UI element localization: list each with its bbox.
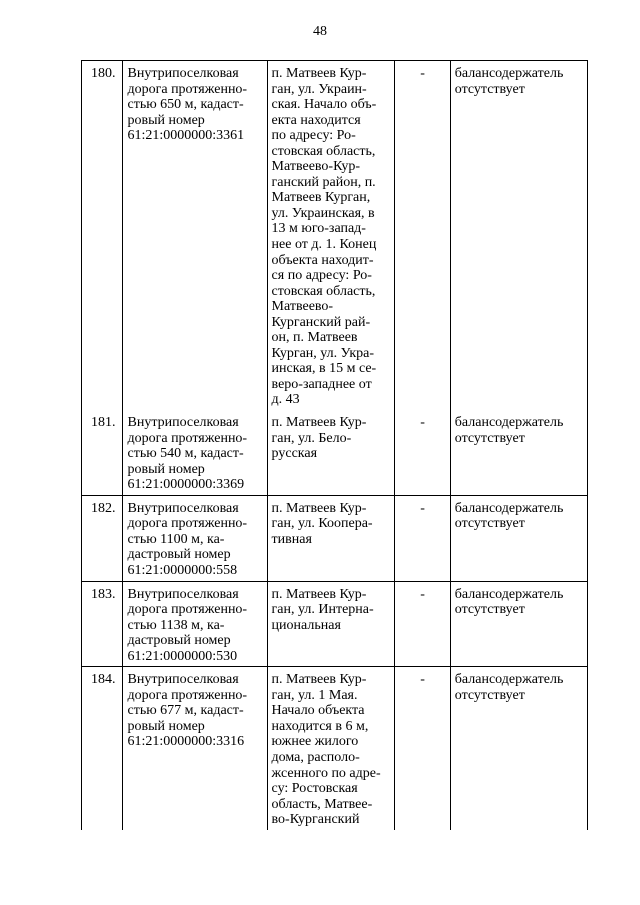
balance-holder: балансодержатель отсутствует xyxy=(450,495,587,581)
object-name: Внутрипоселковая дорога протяженно- стью 650 м, кадаст- ровый номер 61:21:0000000:3361 xyxy=(123,61,267,411)
dash-cell: - xyxy=(395,581,450,667)
row-number: 181. xyxy=(82,410,123,495)
table-row xyxy=(82,61,588,411)
row-number: 182. xyxy=(82,495,123,581)
dash-cell: - xyxy=(395,61,450,411)
object-name: Внутрипоселковая дорога протяженно- стью 677 м, кадаст- ровый номер 61:21:0000000:3316 xyxy=(123,667,267,830)
table-row xyxy=(82,495,588,581)
object-address: п. Матвеев Кур- ган, ул. Украин- ская. Начало объ- екта находится по адресу: Ро- стовская область, Матвеево-Кур- ганский район, п. Матвеев Курган, ул. Украинская, в 13 м юго-запад- нее от д. 1. Конец объекта находит- ся по адресу: Ро- стовская область, Матвеево- Курганский рай- он, п. Матвеев Курган, ул. Укра- инская, в 15 м се- веро-западнее от д. 43 xyxy=(267,61,395,411)
dash-cell: - xyxy=(395,410,450,495)
table-row xyxy=(82,667,588,830)
object-address: п. Матвеев Кур- ган, ул. Коопера- тивная xyxy=(267,495,395,581)
property-table xyxy=(81,60,588,830)
table-row xyxy=(82,581,588,667)
object-address: п. Матвеев Кур- ган, ул. Бело- русская xyxy=(267,410,395,495)
balance-holder: балансодержатель отсутствует xyxy=(450,581,587,667)
object-name: Внутрипоселковая дорога протяженно- стью 1100 м, ка- дастровый номер 61:21:0000000:558 xyxy=(123,495,267,581)
object-address: п. Матвеев Кур- ган, ул. Интерна- циональная xyxy=(267,581,395,667)
object-name: Внутрипоселковая дорога протяженно- стью 540 м, кадаст- ровый номер 61:21:0000000:3369 xyxy=(123,410,267,495)
dash-cell: - xyxy=(395,495,450,581)
balance-holder: балансодержатель отсутствует xyxy=(450,667,587,830)
page-number: 48 xyxy=(313,24,327,39)
dash-cell: - xyxy=(395,667,450,830)
object-address: п. Матвеев Кур- ган, ул. 1 Мая. Начало объекта находится в 6 м, южнее жилого дома, располо- жсенного по адре- су: Ростовская область, Матвее- во-Курганский xyxy=(267,667,395,830)
object-name: Внутрипоселковая дорога протяженно- стью 1138 м, ка- дастровый номер 61:21:0000000:530 xyxy=(123,581,267,667)
balance-holder: балансодержатель отсутствует xyxy=(450,410,587,495)
table-row xyxy=(82,410,588,495)
balance-holder: балансодержатель отсутствует xyxy=(450,61,587,411)
row-number: 183. xyxy=(82,581,123,667)
row-number: 184. xyxy=(82,667,123,830)
row-number: 180. xyxy=(82,61,123,411)
